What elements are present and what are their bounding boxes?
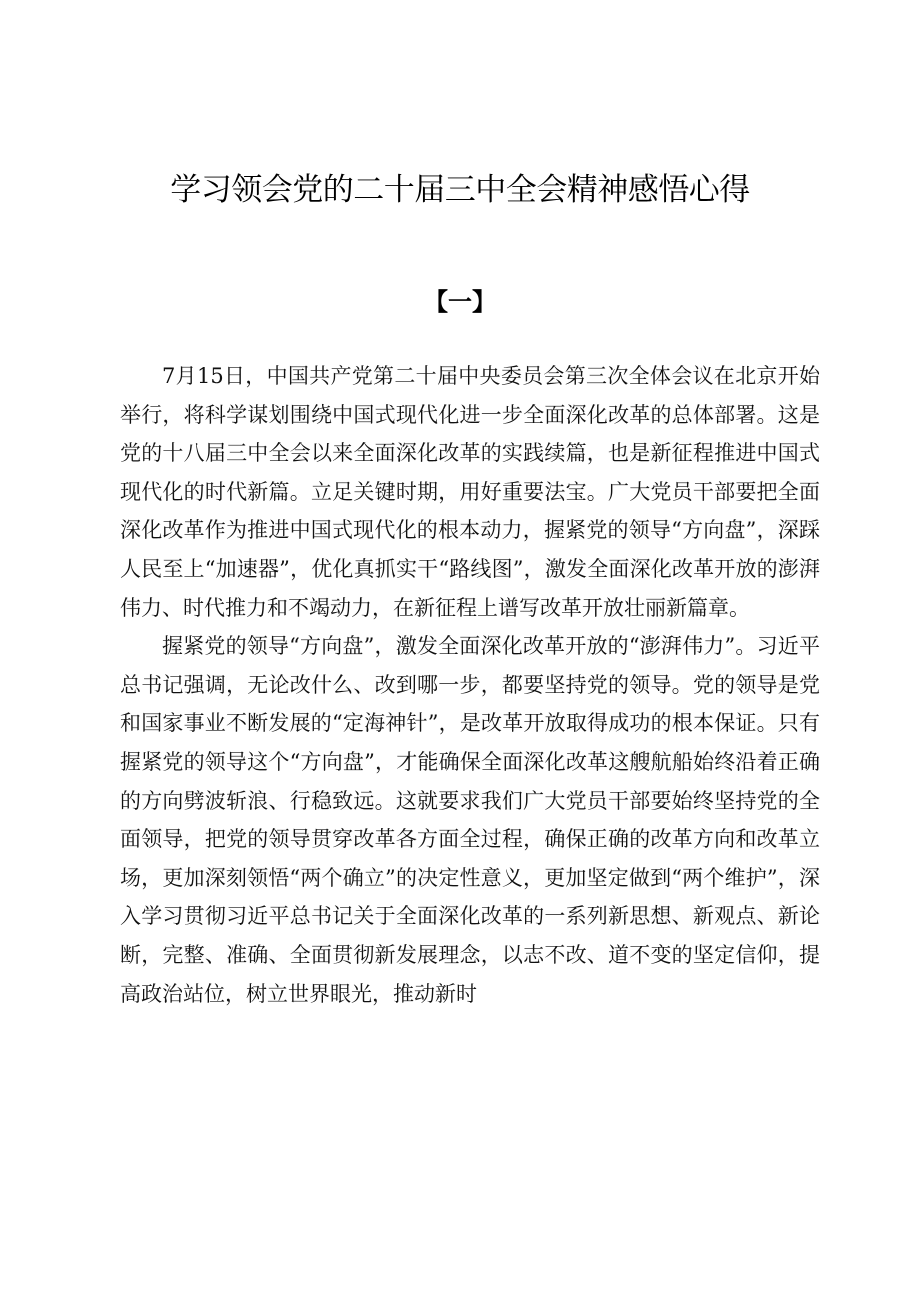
document-title: 学习领会党的二十届三中全会精神感悟心得 [170, 172, 750, 208]
paragraph-1: 7月15日，中国共产党第二十届中央委员会第三次全体会议在北京开始举行，将科学谋划围绕中国式现代化进一步全面深化改革的总体部署。这是党的十八届三中全会以来全面深化改革的实践续篇，也是新征程推进中国式现代化的时代新篇。立足关键时期，用好重要法宝。广大党员干部要把全面深化改革作为推进中国式现代化的根本动力，握紧党的领导“方向盘”，深踩人民至上“加速器”，优化真抓实干“路线图”，激发全面深化改革开放的澎湃伟力、时代推力和不竭动力，在新征程上谱写改革开放壮丽新篇章。 [120, 364, 820, 620]
paragraph-2: 握紧党的领导“方向盘”，激发全面深化改革开放的“澎湃伟力”。习近平总书记强调，无论改什么、改到哪一步，都要坚持党的领导。党的领导是党和国家事业不断发展的“定海神针”，是改革开放取得成功的根本保证。只有握紧党的领导这个“方向盘”，才能确保全面深化改革这艘航船始终沿着正确的方向劈波斩浪、行稳致远。这就要求我们广大党员干部要始终坚持党的全面领导，把党的领导贯穿改革各方面全过程，确保正确的改革方向和改革立场，更加深刻领悟“两个确立”的决定性意义，更加坚定做到“两个维护”，深入学习贯彻习近平总书记关于全面深化改革的一系列新思想、新观点、新论断，完整、准确、全面贯彻新发展理念，以志不改、道不变的坚定信仰，提高政治站位，树立世界眼光，推动新时 [120, 634, 820, 1006]
section-heading: 【一】 [424, 288, 496, 316]
body-text [120, 357, 820, 1013]
